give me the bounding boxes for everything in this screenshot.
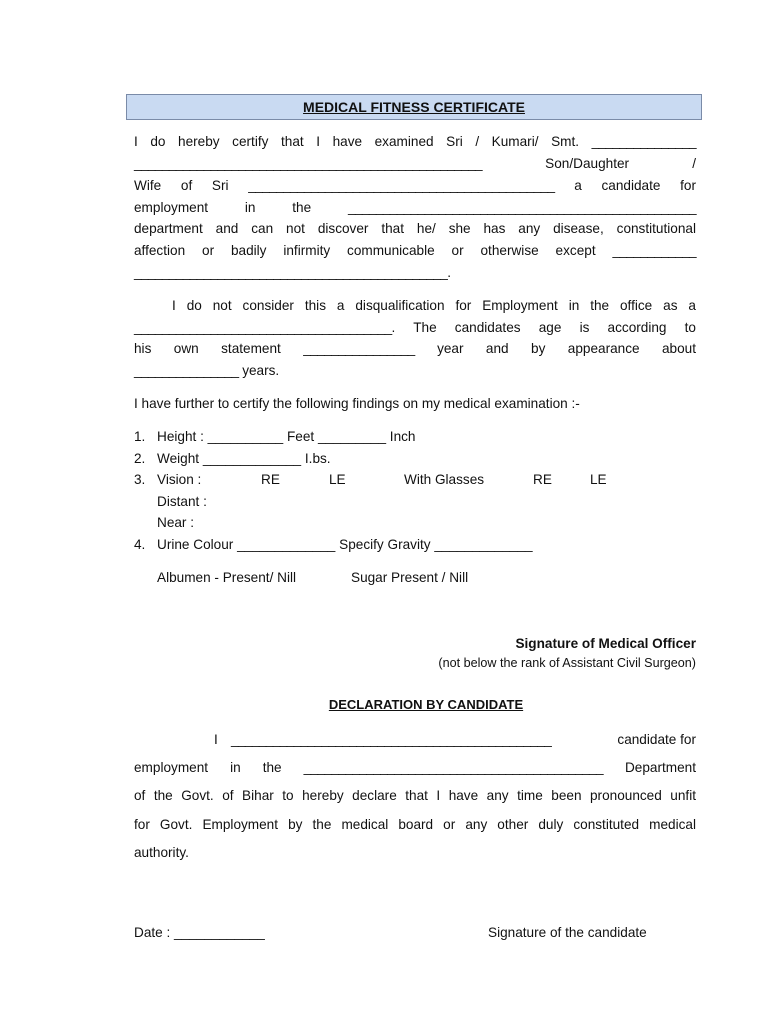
office-blank[interactable]: _____________________________________ xyxy=(134,320,392,335)
item-number: 4. xyxy=(134,537,146,552)
cert-line-4 xyxy=(134,199,696,217)
disq-line-1: I do not consider this a disqualification for Employment in the office as a xyxy=(172,298,696,313)
employment-dept-blank[interactable]: __________________________________________________ xyxy=(348,200,697,215)
officer-rank-note: (not below the rank of Assistant Civil Surgeon) xyxy=(438,656,696,670)
officer-signature-label: Signature of Medical Officer xyxy=(515,636,696,651)
item-number: 2. xyxy=(134,451,146,466)
candidate-dept-blank[interactable]: ___________________________________________ xyxy=(303,760,603,775)
decl-text: employment in the xyxy=(134,760,282,775)
item-number: 3. xyxy=(134,472,146,487)
glasses-re-label: RE xyxy=(533,472,552,487)
decl-text: I xyxy=(214,732,218,747)
page-title: MEDICAL FITNESS CERTIFICATE xyxy=(303,99,525,115)
examined-name-blank[interactable]: _______________ xyxy=(591,134,696,149)
decl-line-2 xyxy=(134,759,696,777)
urine-field[interactable]: Urine Colour _____________ Specify Gravity _____________ xyxy=(157,537,533,552)
disq-text: . The candidates age is according to xyxy=(391,320,696,335)
weight-field[interactable]: Weight _____________ I.bs. xyxy=(157,451,331,466)
candidate-name-blank[interactable]: ______________________________________________ xyxy=(231,732,552,747)
vision-label: Vision : xyxy=(157,472,202,487)
candidate-signature-label: Signature of the candidate xyxy=(488,925,647,940)
vision-re-label: RE xyxy=(261,472,280,487)
disq-text: his own statement xyxy=(134,341,281,356)
disq-line-3 xyxy=(134,340,696,358)
cert-line-2 xyxy=(134,155,696,173)
decl-line-3: of the Govt. of Bihar to hereby declare that I have any time been pronounced unfit xyxy=(134,788,696,803)
date-field[interactable]: Date : ____________ xyxy=(134,925,265,940)
albumen-field[interactable]: Albumen - Present/ Nill xyxy=(157,570,297,585)
exception-blank[interactable]: ____________ xyxy=(612,243,697,258)
decl-line-4: for Govt. Employment by the medical board or any other duly constituted medical xyxy=(134,817,696,832)
cert-line-6 xyxy=(134,242,696,260)
decl-text: Department xyxy=(624,760,697,775)
glasses-le-label: LE xyxy=(590,472,607,487)
distant-label: Distant : xyxy=(157,494,207,509)
cert-line-3 xyxy=(134,177,696,195)
cert-text: Son/Daughter / xyxy=(545,156,696,171)
with-glasses-label: With Glasses xyxy=(404,472,485,487)
disq-text: year and by appearance about xyxy=(437,341,697,356)
examined-name-blank-cont[interactable]: __________________________________________________ xyxy=(134,156,483,171)
sugar-field[interactable]: Sugar Present / Nill xyxy=(351,570,469,585)
vision-le-label: LE xyxy=(329,472,346,487)
decl-text: candidate for xyxy=(617,732,696,747)
height-field[interactable]: Height : __________ Feet _________ Inch xyxy=(157,429,416,444)
cert-text: employment in the xyxy=(134,200,312,215)
stated-age-blank[interactable]: ________________ xyxy=(303,341,415,356)
disq-text: years. xyxy=(242,363,280,378)
exception-blank-cont[interactable]: _____________________________________________. xyxy=(134,265,451,280)
cert-text: a candidate for xyxy=(574,178,696,193)
decl-line-5: authority. xyxy=(134,845,189,860)
near-label: Near : xyxy=(157,515,195,530)
guardian-name-blank[interactable]: ____________________________________________ xyxy=(248,178,555,193)
item-number: 1. xyxy=(134,429,146,444)
title-banner xyxy=(126,94,702,120)
declaration-title: DECLARATION BY CANDIDATE xyxy=(328,697,524,712)
cert-line-1 xyxy=(134,133,696,151)
cert-text: Wife of Sri xyxy=(134,178,229,193)
disq-line-2 xyxy=(134,319,696,337)
cert-text: I do hereby certify that I have examined Sri / Kumari/ Smt. xyxy=(134,134,580,149)
disq-line-4 xyxy=(134,362,696,380)
findings-intro: I have further to certify the following findings on my medical examination :- xyxy=(134,396,580,411)
cert-text: affection or badily infirmity communicable or otherwise except xyxy=(134,243,596,258)
cert-line-5: department and can not discover that he/ she has any disease, constitutional xyxy=(134,221,696,236)
apparent-age-blank[interactable]: _______________ xyxy=(134,363,239,378)
